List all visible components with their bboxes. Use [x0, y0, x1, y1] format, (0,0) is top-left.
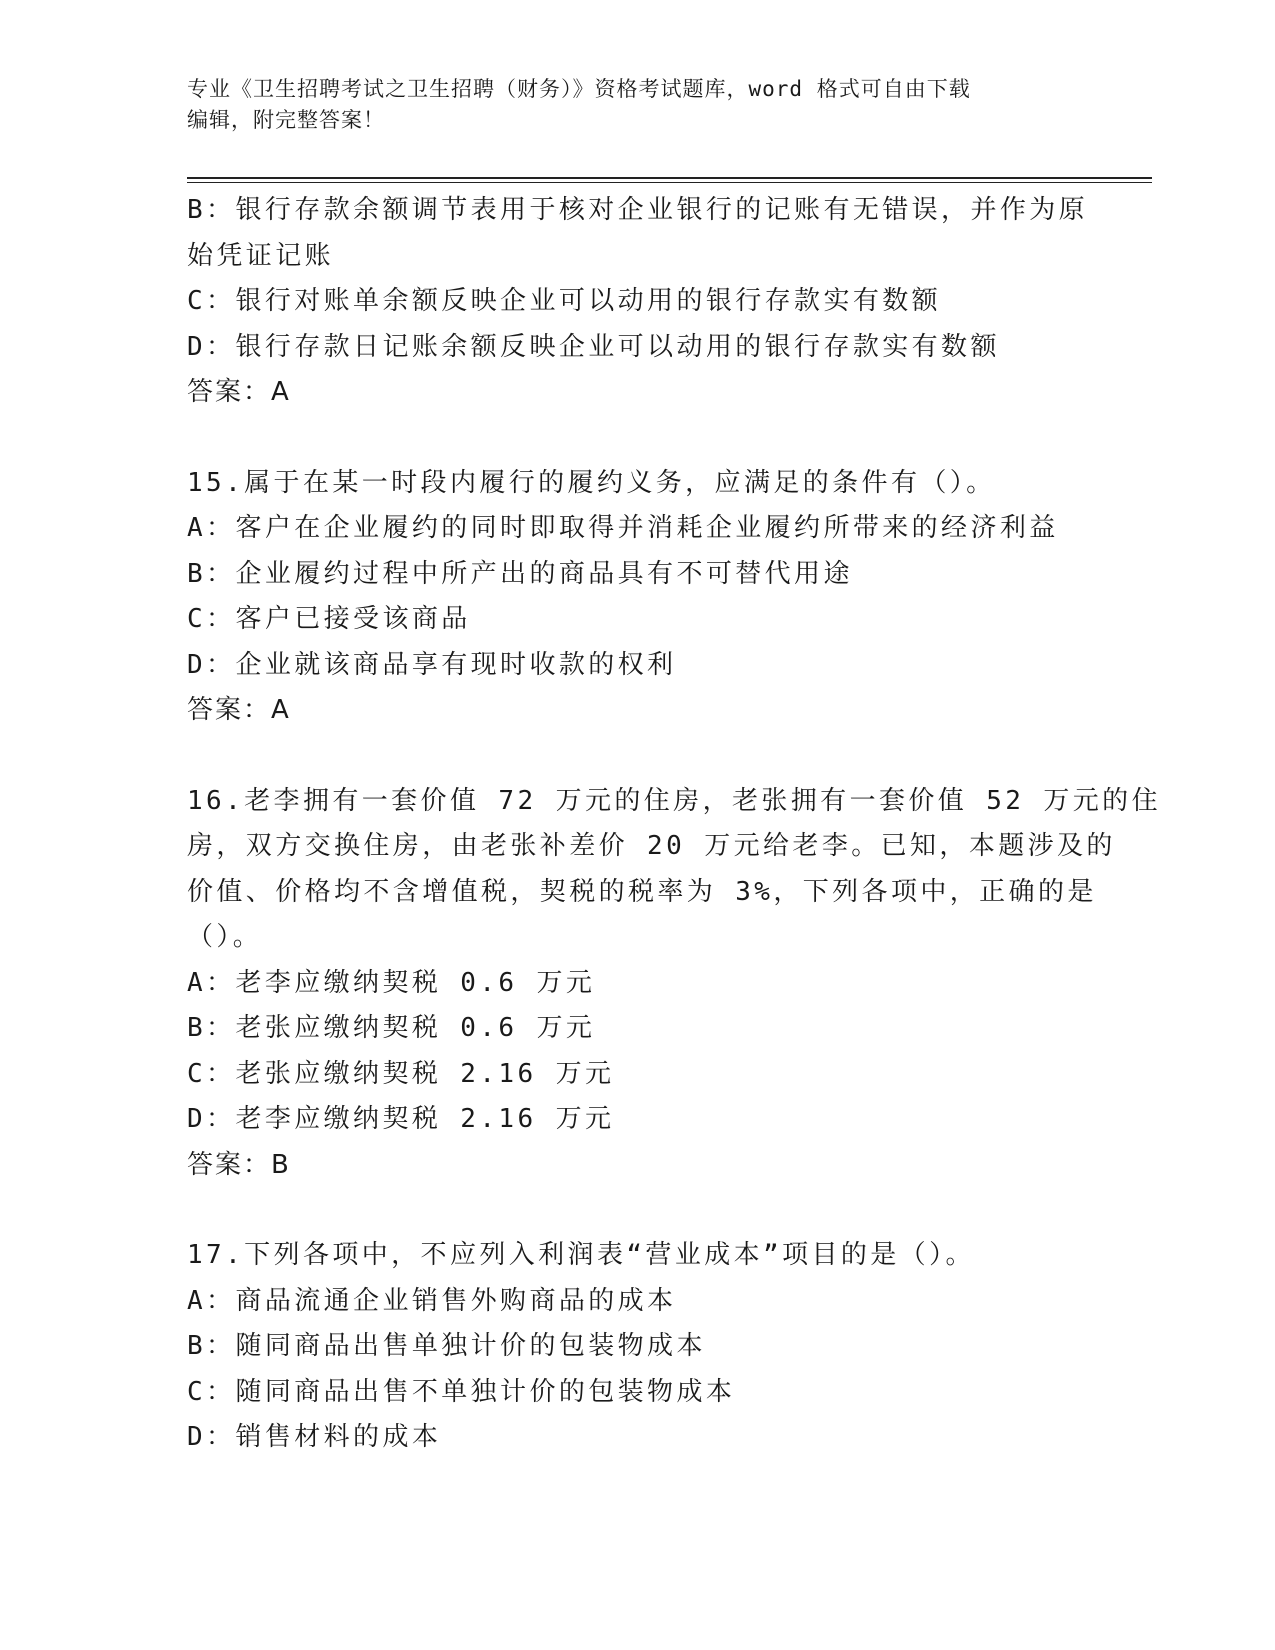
- option-b: B：老张应缴纳契税 0.6 万元: [187, 1013, 596, 1043]
- question-content: [187, 188, 1161, 1461]
- spacer: [187, 416, 1087, 461]
- option-d: D：老李应缴纳契税 2.16 万元: [187, 1104, 615, 1134]
- question-stem: 16.老李拥有一套价值 72 万元的住房，老张拥有一套价值 52 万元的住: [187, 785, 1161, 816]
- question-16: [187, 779, 1161, 1189]
- question-15: [187, 461, 1087, 734]
- option-d: D：银行存款日记账余额反映企业可以动用的银行存款实有数额: [187, 331, 1000, 362]
- header-divider: [187, 177, 1152, 183]
- option-c: C：老张应缴纳契税 2.16 万元: [187, 1058, 615, 1089]
- question-stem-continued: 价值、价格均不含增值税，契税的税率为 3%，下列各项中，正确的是: [187, 876, 1097, 907]
- option-a: A：商品流通企业销售外购商品的成本: [187, 1285, 677, 1316]
- question-stem-continued: 房，双方交换住房，由老张补差价 20 万元给老李。已知，本题涉及的: [187, 831, 1116, 861]
- answer: 答案：B: [187, 1149, 291, 1180]
- option-a: A：老李应缴纳契税 0.6 万元: [187, 967, 596, 998]
- option-d: D：销售材料的成本: [187, 1422, 442, 1452]
- header-line-2: 编辑，附完整答案！: [187, 108, 385, 132]
- option-c: C：客户已接受该商品: [187, 604, 471, 634]
- document-header: [187, 74, 1067, 136]
- option-c: C：银行对账单余额反映企业可以动用的银行存款实有数额: [187, 286, 942, 316]
- spacer: [187, 1188, 1087, 1233]
- option-c: C：随同商品出售不单独计价的包装物成本: [187, 1376, 736, 1407]
- option-b: B：企业履约过程中所产出的商品具有不可替代用途: [187, 558, 853, 589]
- question-stem: 15.属于在某一时段内履行的履约义务，应满足的条件有（）。: [187, 467, 996, 498]
- answer: 答案：A: [187, 377, 291, 407]
- question-stem-continued: （）。: [187, 922, 263, 952]
- question-17: [187, 1233, 1087, 1461]
- answer: 答案：A: [187, 695, 291, 725]
- option-d: D：企业就该商品享有现时收款的权利: [187, 649, 677, 680]
- option-a: A：客户在企业履约的同时即取得并消耗企业履约所带来的经济利益: [187, 513, 1059, 543]
- option-b: B：随同商品出售单独计价的包装物成本: [187, 1331, 706, 1361]
- option-b: B：银行存款余额调节表用于核对企业银行的记账有无错误，并作为原: [187, 195, 1089, 225]
- spacer: [187, 734, 1087, 779]
- header-line-1: 专业《卫生招聘考试之卫生招聘（财务）》资格考试题库，word 格式可自由下载: [187, 77, 971, 101]
- question-stem: 17.下列各项中，不应列入利润表“营业成本”项目的是（）。: [187, 1240, 975, 1270]
- question-14: [187, 188, 1087, 416]
- option-b-continued: 始凭证记账: [187, 240, 335, 271]
